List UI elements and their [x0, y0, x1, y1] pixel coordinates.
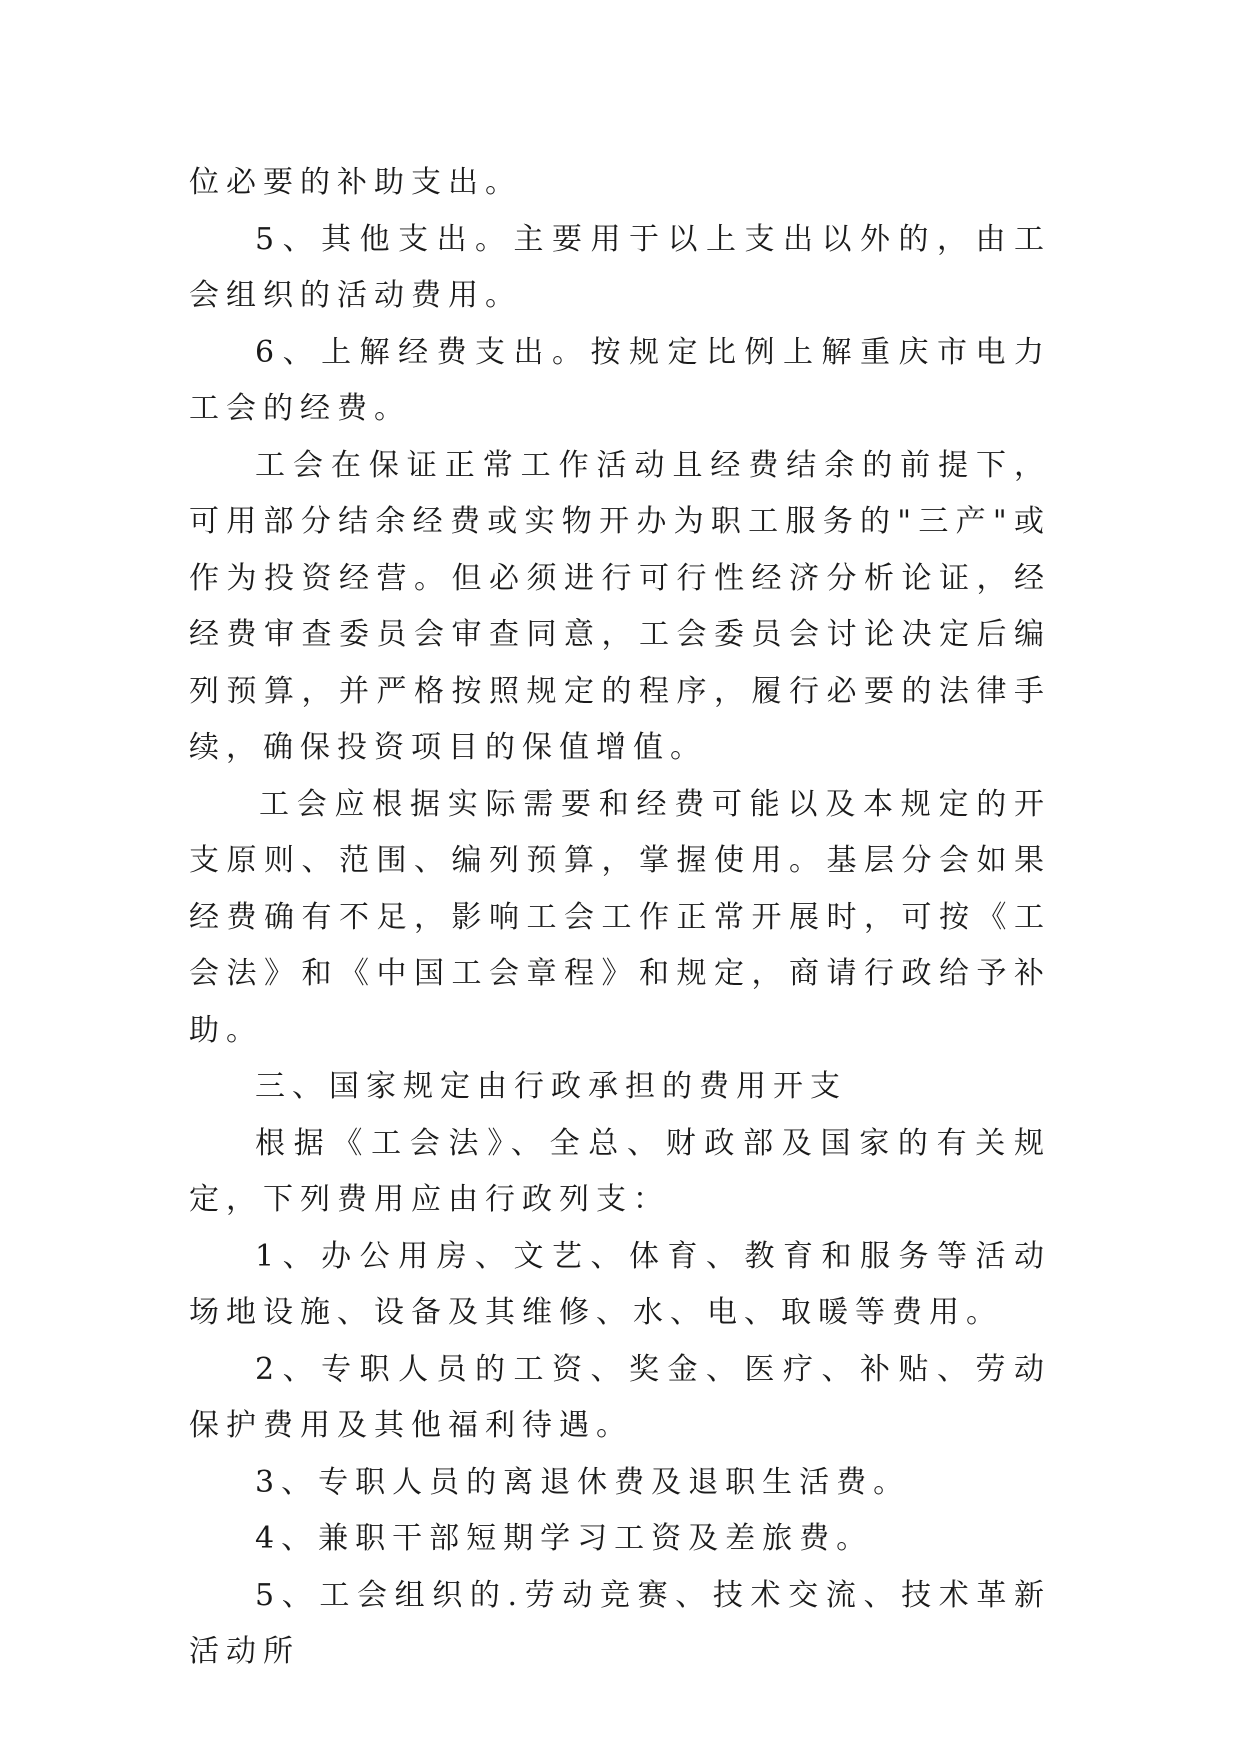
paragraph-legal-basis: 根据《工会法》、全总、财政部及国家的有关规定，下列费用应由行政列支： — [189, 1125, 1051, 1217]
list-item-office-facilities: 1、办公用房、文艺、体育、教育和服务等活动场地设施、设备及其维修、水、电、取暖等费用。 — [189, 1238, 1051, 1330]
paragraph-other-expenses: 5、其他支出。主要用于以上支出以外的，由工会组织的活动费用。 — [189, 221, 1051, 313]
list-item-retirement: 3、专职人员的离退休费及退职生活费。 — [255, 1464, 911, 1500]
paragraph-continuation: 位必要的补助支出。 — [189, 165, 522, 200]
document-body — [189, 155, 1051, 1681]
list-item-part-time-training: 4、兼职干部短期学习工资及差旅费。 — [255, 1521, 874, 1556]
list-item-labor-competition: 5、工会组织的.劳动竞赛、技术交流、技术革新活动所 — [189, 1577, 1051, 1669]
paragraph-budget-usage: 工会应根据实际需要和经费可能以及本规定的开支原则、范围、编列预算，掌握使用。基层分会如果经费确有不足，影响工会工作正常开展时，可按《工会法》和《中国工会章程》和规定，商请行政给予补助。 — [189, 786, 1051, 1048]
paragraph-surplus-investment: 工会在保证正常工作活动且经费结余的前提下，可用部分结余经费或实物开办为职工服务的"三产"或作为投资经营。但必须进行可行性经济分析论证，经经费审查委员会审查同意，工会委员会讨论决定后编列预算，并严格按照规定的程序，履行必要的法律手续，确保投资项目的保值增值。 — [189, 447, 1051, 765]
section-heading-administrative-costs: 三、国家规定由行政承担的费用开支 — [255, 1069, 847, 1104]
list-item-staff-salaries: 2、专职人员的工资、奖金、医疗、补贴、劳动保护费用及其他福利待遇。 — [189, 1351, 1051, 1443]
paragraph-remittance-expenses: 6、上解经费支出。按规定比例上解重庆市电力工会的经费。 — [189, 334, 1051, 426]
